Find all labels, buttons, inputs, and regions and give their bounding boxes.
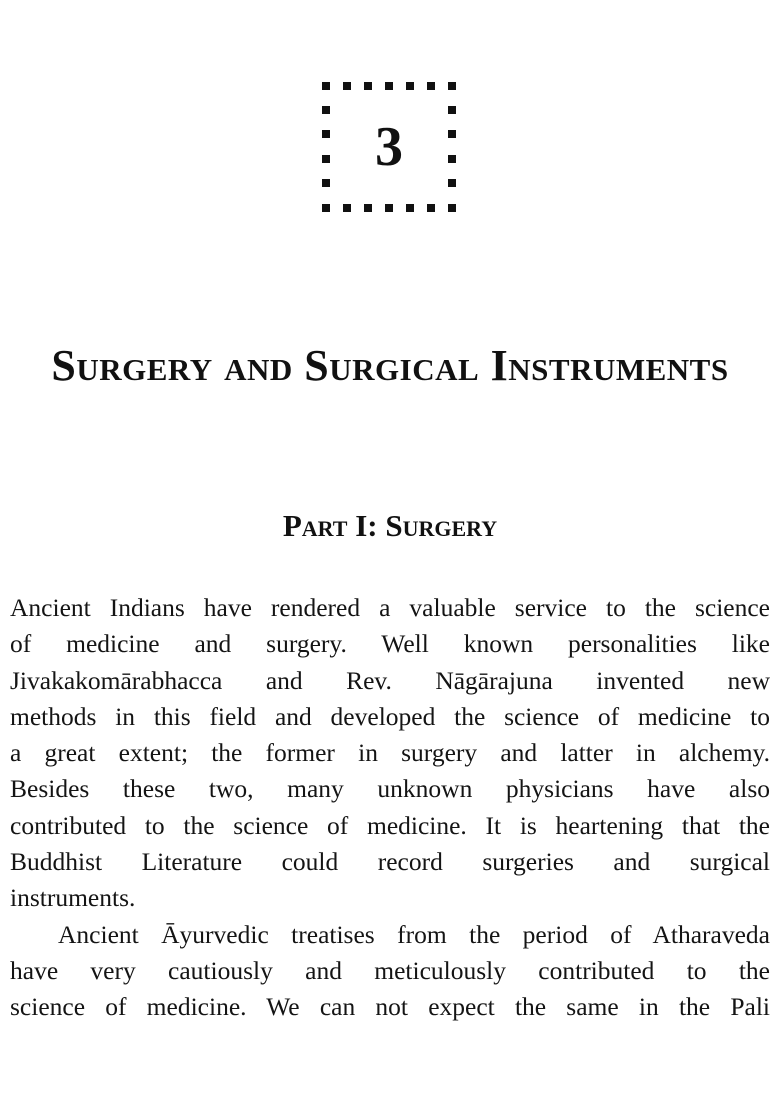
text-line: science of medicine. We can not expect the same in the Pali (10, 992, 770, 1022)
text-line: contributed to the science of medicine. It is heartening that the (10, 810, 770, 840)
paragraph (10, 917, 770, 1026)
text-line: Ancient Indians have rendered a valuable service to the science (10, 593, 770, 622)
text-line: Ancient Āyurvedic treatises from the period of Atharaveda (58, 919, 770, 949)
chapter-number-frame (322, 82, 456, 212)
text-line: have very cautiously and meticulously contributed to the (10, 955, 770, 985)
text-line: Jivakakomārabhacca and Rev. Nāgārajuna invented new (10, 665, 770, 695)
chapter-title: Surgery and Surgical Instruments (51, 341, 729, 390)
text-line: Buddhist Literature could record surgeries and surgical (10, 847, 770, 877)
part-title: Part I: Surgery (282, 508, 498, 543)
text-line: instruments. (10, 883, 136, 913)
text-line: of medicine and surgery. Well known personalities like (10, 629, 770, 659)
chapter-number: 3 (375, 116, 403, 178)
text-line: Besides these two, many unknown physicians have also (10, 774, 770, 804)
body-text (10, 590, 770, 1026)
text-line: methods in this field and developed the science of medicine to (10, 701, 770, 731)
text-line: a great extent; the former in surgery and latter in alchemy. (10, 738, 770, 768)
paragraph (10, 590, 770, 917)
